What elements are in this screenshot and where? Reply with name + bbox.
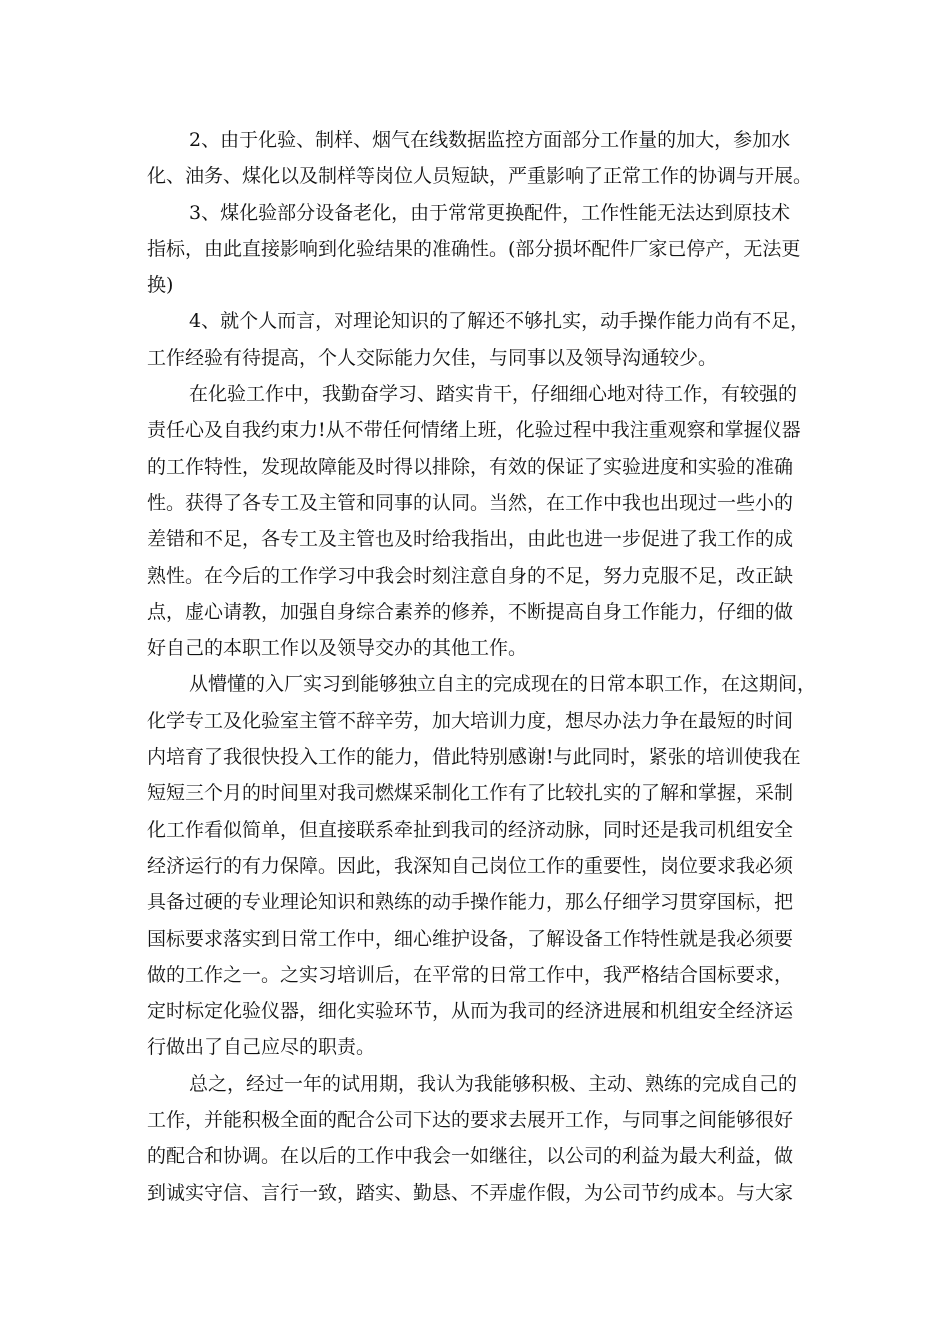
- paragraph-line: 定时标定化验仪器，细化实验环节，从而为我司的经济进展和机组安全经济运: [147, 1000, 794, 1023]
- paragraph-line: 责任心及自我约束力!从不带任何情绪上班，化验过程中我注重观察和掌握仪器: [147, 419, 801, 442]
- paragraph-line: 具备过硬的专业理论知识和熟练的动手操作能力，那么仔细学习贯穿国标，把: [147, 891, 794, 914]
- paragraph-first-line: 4、就个人而言，对理论知识的了解还不够扎实，动手操作能力尚有不足，: [189, 310, 810, 333]
- paragraph-line: 到诚实守信、言行一致，踏实、勤恳、不弄虚作假，为公司节约成本。与大家: [147, 1181, 794, 1204]
- paragraph-line: 做的工作之一。之实习培训后，在平常的日常工作中，我严格结合国标要求，: [147, 963, 794, 986]
- paragraph-line: 性。获得了各专工及主管和同事的认同。当然，在工作中我也出现过一些小的: [147, 491, 794, 514]
- paragraph-line: 化学专工及化验室主管不辞辛劳，加大培训力度，想尽办法力争在最短的时间: [147, 709, 794, 732]
- paragraph-line: 化工作看似简单，但直接联系牵扯到我司的经济动脉，同时还是我司机组安全: [147, 818, 794, 841]
- paragraph-line: 国标要求落实到日常工作中，细心维护设备，了解设备工作特性就是我必须要: [147, 927, 794, 950]
- paragraph-first-line: 从懵懂的入厂实习到能够独立自主的完成现在的日常本职工作，在这期间，: [189, 673, 817, 696]
- paragraph-first-line: 在化验工作中，我勤奋学习、踏实肯干，仔细细心地对待工作，有较强的: [189, 383, 798, 406]
- paragraph-line: 差错和不足，各专工及主管也及时给我指出，由此也进一步促进了我工作的成: [147, 528, 794, 551]
- paragraph-first-line: 3、煤化验部分设备老化，由于常常更换配件，工作性能无法达到原技术: [189, 201, 791, 224]
- document-body: [147, 122, 827, 1211]
- paragraph-line: 化、油务、煤化以及制样等岗位人员短缺，严重影响了正常工作的协调与开展。: [147, 165, 813, 188]
- paragraph-line: 熟性。在今后的工作学习中我会时刻注意自身的不足，努力克服不足，改正缺: [147, 564, 794, 587]
- paragraph-first-line: 2、由于化验、制样、烟气在线数据监控方面部分工作量的加大，参加水: [189, 129, 791, 151]
- paragraph-line: 的工作特性，发现故障能及时得以排除，有效的保证了实验进度和实验的准确: [147, 455, 794, 478]
- paragraph-line: 指标，由此直接影响到化验结果的准确性。(部分损坏配件厂家已停产，无法更: [147, 237, 801, 260]
- paragraph-line: 短短三个月的时间里对我司燃煤采制化工作有了比较扎实的了解和掌握，采制: [147, 782, 794, 805]
- paragraph-line: 内培育了我很快投入工作的能力，借此特别感谢!与此同时，紧张的培训使我在: [147, 746, 801, 769]
- paragraph-line: 换): [147, 274, 174, 297]
- paragraph-line: 行做出了自己应尽的职责。: [147, 1036, 376, 1059]
- paragraph-line: 的配合和协调。在以后的工作中我会一如继往，以公司的利益为最大利益，做: [147, 1145, 794, 1168]
- paragraph-line: 点，虚心请教，加强自身综合素养的修养，不断提高自身工作能力，仔细的做: [147, 600, 794, 623]
- paragraph-line: 工作经验有待提高，个人交际能力欠佳，与同事以及领导沟通较少。: [147, 346, 718, 369]
- paragraph-line: 好自己的本职工作以及领导交办的其他工作。: [147, 637, 528, 660]
- paragraph-line: 工作，并能积极全面的配合公司下达的要求去展开工作，与同事之间能够很好: [147, 1109, 794, 1132]
- paragraph-line: 经济运行的有力保障。因此，我深知自己岗位工作的重要性，岗位要求我必须: [147, 854, 794, 877]
- paragraph-first-line: 总之，经过一年的试用期，我认为我能够积极、主动、熟练的完成自己的: [189, 1072, 798, 1095]
